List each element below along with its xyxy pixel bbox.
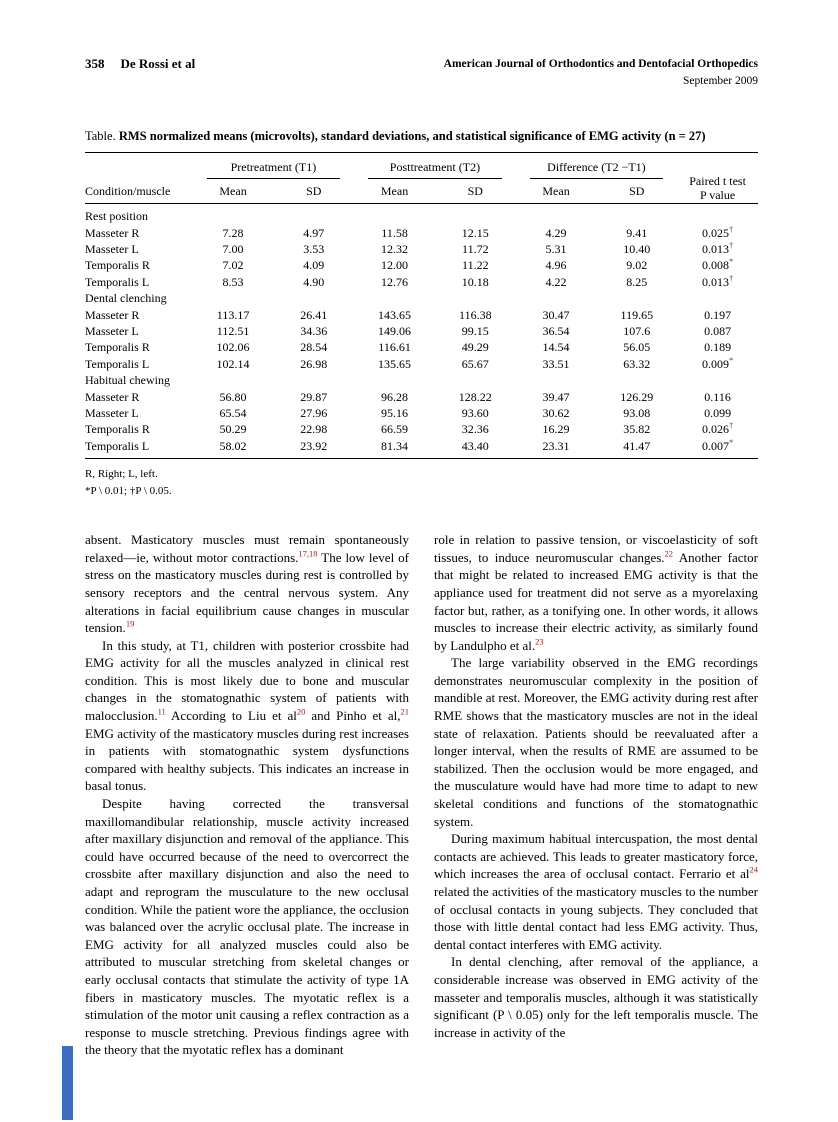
col-header-mean-t2: Mean xyxy=(354,180,435,204)
table-caption xyxy=(85,129,758,144)
value-cell: 93.08 xyxy=(623,405,651,420)
value-cell: 65.54 xyxy=(219,405,247,420)
value-cell: 128.22 xyxy=(458,389,492,404)
value-cell: 4.09 xyxy=(303,258,325,273)
reference-link[interactable]: 22 xyxy=(664,548,674,559)
p-value-cell: 0.025† xyxy=(701,223,734,240)
table-row xyxy=(85,241,758,257)
col-header-mean-diff: Mean xyxy=(516,180,597,204)
table-row xyxy=(85,257,758,273)
value-cell: 116.61 xyxy=(378,340,411,355)
paragraph: During maximum habitual intercuspation, the most dental contacts are achieved. This leads to greater masticatory force, which increases the area of occlusal contact. Ferrario et al$^{24}$ related the activities of the masticatory muscles to the number of occlusal contacts in young subjects. They concluded that those with little dental contact had less EMG activity. Thus, dental contact interferes with EMG activity. xyxy=(434,831,758,952)
p-value-cell: 0.116 xyxy=(704,389,731,404)
table-group-label: Habitual chewing xyxy=(85,373,170,388)
value-cell: 81.34 xyxy=(381,438,409,453)
value-cell: 11.58 xyxy=(381,225,408,240)
value-cell: 58.02 xyxy=(219,438,247,453)
value-cell: 41.47 xyxy=(623,438,651,453)
empty-corner-cell xyxy=(85,153,193,180)
table-group-label: Rest position xyxy=(85,209,149,224)
paired-t-test-line1: Paired t test xyxy=(689,173,746,188)
table-row xyxy=(85,356,758,372)
value-cell: 56.05 xyxy=(623,340,651,355)
p-value-cell: 0.189 xyxy=(704,340,732,355)
value-cell: 107.6 xyxy=(623,324,651,339)
muscle-name-cell: Temporalis R xyxy=(85,340,150,355)
col-header-paired-t-test xyxy=(677,153,758,205)
value-cell: 4.22 xyxy=(545,274,567,289)
value-cell: 9.41 xyxy=(626,225,648,240)
emg-data-table xyxy=(85,152,758,460)
footnote-marker[interactable]: † xyxy=(728,240,734,251)
article-body xyxy=(85,531,758,1059)
value-cell: 30.47 xyxy=(542,307,570,322)
value-cell: 116.38 xyxy=(459,307,492,322)
value-cell: 93.60 xyxy=(461,405,489,420)
value-cell: 4.97 xyxy=(303,225,325,240)
col-header-condition-muscle: Condition/muscle xyxy=(85,180,193,204)
running-head-left xyxy=(85,56,195,72)
value-cell: 56.80 xyxy=(219,389,247,404)
paragraph: Despite having corrected the transversal maxillomandibular relationship, muscle activity increased after maxillary disjunction and removal of the appliance. This could have occurred because of the need to overcorrect the crossbite after maxillary disjunction and also the need to adapt and reprogram the musculature to the new occlusal condition. While the patient wore the appliance, the occlusion was balanced over the acrylic occlusal plate. The increase in EMG activity for all analyzed muscles could also be attributed to muscular stretching from skeletal changes or early occlusal contacts that stimulate the activity of type 1A fibers in masticatory muscles. The myotatic reflex is a stimulation of the motor unit causing a reflex contraction as a response to muscle stretching. Previous findings agree with the theory that the myotatic reflex has a dominant xyxy=(85,796,409,1058)
col-group-posttreatment: Posttreatment (T2) xyxy=(354,153,516,180)
p-value-cell: 0.087 xyxy=(704,324,732,339)
value-cell: 112.51 xyxy=(216,324,250,339)
value-cell: 34.36 xyxy=(300,324,328,339)
value-cell: 8.53 xyxy=(222,274,244,289)
paragraph: absent. Masticatory muscles must remain spontaneously relaxed—ie, without motor contractions.$^{17,18}$ The low level of stress on the masticatory muscles during rest is controlled by sensory receptors and the central nervous system. Any alterations in facial equilibrium cause changes in muscular tension.$^{19}$ xyxy=(85,532,409,636)
footnote-marker[interactable]: * xyxy=(728,436,734,447)
value-cell: 32.36 xyxy=(461,422,489,437)
col-header-sd-t1: SD xyxy=(273,180,354,204)
table-row xyxy=(85,389,758,405)
value-cell: 7.28 xyxy=(222,225,244,240)
muscle-name-cell: Temporalis L xyxy=(85,274,150,289)
table-group-row xyxy=(85,372,758,388)
value-cell: 66.59 xyxy=(381,422,409,437)
table-row xyxy=(85,323,758,339)
reference-link[interactable]: 24 xyxy=(749,865,758,876)
value-cell: 7.02 xyxy=(222,258,244,273)
paragraph: role in relation to passive tension, or viscoelasticity of soft tissues, to induce neuromuscular changes.$^{22}$ Another factor that might be related to increased EMG activity is that the appliance used for treatment did not serve as a myorelaxing factor but, rather, as a tonifying one. In other words, it allows muscles to increase their electric activity, as similarly found by Landulpho et al.$^{23}$ xyxy=(434,532,758,653)
col-group-pretreatment: Pretreatment (T1) xyxy=(193,153,355,180)
value-cell: 12.15 xyxy=(461,225,489,240)
value-cell: 35.82 xyxy=(623,422,651,437)
p-value-cell: 0.009* xyxy=(701,354,734,371)
value-cell: 23.31 xyxy=(542,438,570,453)
footnote-significance: *P \ 0.01; †P \ 0.05. xyxy=(85,484,172,497)
muscle-name-cell: Masseter R xyxy=(85,389,140,404)
muscle-name-cell: Masseter L xyxy=(85,405,139,420)
value-cell: 10.18 xyxy=(461,274,489,289)
footnote-marker[interactable]: † xyxy=(728,272,734,283)
value-cell: 12.76 xyxy=(381,274,409,289)
value-cell: 28.54 xyxy=(300,340,328,355)
value-cell: 39.47 xyxy=(542,389,570,404)
muscle-name-cell: Temporalis R xyxy=(85,258,150,273)
paragraph: In dental clenching, after removal of the appliance, a considerable increase was observed in EMG activity of the masseter and temporalis muscles, although it was statistically significant (P \ 0.05) only for the left temporalis muscle. The increase in activity of the xyxy=(434,954,758,1040)
reference-link[interactable]: 20 xyxy=(296,706,306,717)
paragraph: In this study, at T1, children with posterior crossbite had EMG activity for all the muscles analyzed in clinical rest condition. This is most likely due to bone and muscular changes in the stomatognathic system of patients with malocclusion.$^{11}$ According to Liu et al$^{20}$ and Pinho et al,$^{21}$ EMG activity of the masticatory muscles during rest increases in patients with stomatognathic system dysfunctions compared with healthy subjects. This indicates an increase in basal tonus. xyxy=(85,637,409,794)
reference-link[interactable]: 19 xyxy=(125,618,135,629)
footnote-abbreviations: R, Right; L, left. xyxy=(85,468,158,481)
table-group-row xyxy=(85,290,758,306)
value-cell: 29.87 xyxy=(300,389,328,404)
footnote-marker[interactable]: † xyxy=(728,223,734,234)
table-row xyxy=(85,421,758,437)
footnote-marker[interactable]: * xyxy=(728,354,734,365)
value-cell: 113.17 xyxy=(216,307,250,322)
value-cell: 26.98 xyxy=(300,356,328,371)
p-value-cell: 0.197 xyxy=(704,307,732,322)
value-cell: 7.00 xyxy=(222,242,244,257)
muscle-name-cell: Masseter R xyxy=(85,225,140,240)
value-cell: 27.96 xyxy=(300,405,328,420)
table-group-label: Dental clenching xyxy=(85,291,167,306)
journal-title: American Journal of Orthodontics and Dentofacial Orthopedics xyxy=(443,58,758,70)
table-group-header-row xyxy=(85,153,758,180)
p-value-cell: 0.013† xyxy=(701,240,734,257)
table-body xyxy=(85,204,758,458)
value-cell: 8.25 xyxy=(626,274,648,289)
table-row xyxy=(85,405,758,421)
table-subheader-row xyxy=(85,180,758,204)
table-row xyxy=(85,307,758,323)
value-cell: 14.54 xyxy=(542,340,570,355)
value-cell: 16.29 xyxy=(542,422,570,437)
blue-margin-marker xyxy=(62,1046,73,1120)
value-cell: 33.51 xyxy=(542,356,570,371)
muscle-name-cell: Masseter L xyxy=(85,242,139,257)
value-cell: 10.40 xyxy=(623,242,651,257)
value-cell: 43.40 xyxy=(461,438,489,453)
value-cell: 119.65 xyxy=(620,307,654,322)
footnote-marker[interactable]: * xyxy=(728,256,734,267)
muscle-name-cell: Masseter L xyxy=(85,324,139,339)
muscle-name-cell: Masseter R xyxy=(85,307,140,322)
value-cell: 126.29 xyxy=(620,389,654,404)
value-cell: 30.62 xyxy=(542,405,570,420)
value-cell: 102.14 xyxy=(216,356,250,371)
value-cell: 49.29 xyxy=(461,340,489,355)
reference-link[interactable]: 17,18 xyxy=(298,548,318,559)
col-header-mean-t1: Mean xyxy=(193,180,274,204)
page-number: 358 xyxy=(85,56,105,71)
value-cell: 4.29 xyxy=(545,225,567,240)
value-cell: 4.96 xyxy=(545,258,567,273)
table-row xyxy=(85,225,758,241)
muscle-name-cell: Temporalis R xyxy=(85,422,150,437)
p-value-cell: 0.013† xyxy=(701,272,734,289)
reference-link[interactable]: 11 xyxy=(157,706,166,717)
footnote-marker[interactable]: † xyxy=(728,420,734,431)
value-cell: 50.29 xyxy=(219,422,247,437)
table-group-row xyxy=(85,204,758,224)
body-column-right xyxy=(434,531,758,1059)
value-cell: 135.65 xyxy=(378,356,412,371)
value-cell: 12.00 xyxy=(381,258,409,273)
value-cell: 149.06 xyxy=(378,324,412,339)
body-column-left xyxy=(85,531,409,1059)
col-header-sd-diff: SD xyxy=(596,180,677,204)
value-cell: 95.16 xyxy=(381,405,409,420)
p-value-cell: 0.007* xyxy=(701,436,734,453)
value-cell: 143.65 xyxy=(378,307,412,322)
issue-date: September 2009 xyxy=(682,75,758,88)
p-value-cell: 0.099 xyxy=(704,405,732,420)
value-cell: 96.28 xyxy=(381,389,409,404)
table-row xyxy=(85,438,758,458)
running-head xyxy=(85,56,758,91)
muscle-name-cell: Temporalis L xyxy=(85,356,150,371)
value-cell: 65.67 xyxy=(461,356,489,371)
col-header-sd-t2: SD xyxy=(435,180,516,204)
paired-t-test-line2: P value xyxy=(699,187,736,202)
table-row xyxy=(85,339,758,355)
table-footnotes xyxy=(85,466,758,499)
table-caption-label: Table. xyxy=(85,128,116,143)
value-cell: 26.41 xyxy=(300,307,328,322)
value-cell: 102.06 xyxy=(216,340,250,355)
table-row xyxy=(85,274,758,290)
reference-link[interactable]: 23 xyxy=(535,636,544,647)
value-cell: 11.72 xyxy=(462,242,489,257)
value-cell: 11.22 xyxy=(462,258,489,273)
value-cell: 63.32 xyxy=(623,356,651,371)
p-value-cell: 0.008* xyxy=(701,256,734,273)
muscle-name-cell: Temporalis L xyxy=(85,438,150,453)
value-cell: 4.90 xyxy=(303,274,325,289)
value-cell: 3.53 xyxy=(303,242,325,257)
value-cell: 9.02 xyxy=(626,258,648,273)
running-head-right xyxy=(444,56,758,91)
value-cell: 12.32 xyxy=(381,242,409,257)
value-cell: 22.98 xyxy=(300,422,328,437)
table-caption-text: RMS normalized means (microvolts), standard deviations, and statistical significance of EMG activity (n = 27) xyxy=(118,128,706,143)
value-cell: 23.92 xyxy=(300,438,328,453)
value-cell: 36.54 xyxy=(542,324,570,339)
col-group-difference: Difference (T2 −T1) xyxy=(516,153,678,180)
reference-link[interactable]: 21 xyxy=(400,706,409,717)
value-cell: 99.15 xyxy=(461,324,489,339)
value-cell: 5.31 xyxy=(545,242,567,257)
p-value-cell: 0.026† xyxy=(701,420,734,437)
paragraph: The large variability observed in the EMG recordings demonstrates neuromuscular complexity in the position of mandible at rest. Moreover, the EMG activity during rest after RME shows that the masticatory muscles are not in the ideal state of relaxation. Patients should be reevaluated after a longer interval, when the results of RME are assumed to be stabilized. Then the occlusion would be more engaged, and the musculature would have had more time to adapt to new skeletal conditions and functions of the stomatognathic system. xyxy=(434,655,758,829)
running-authors: De Rossi et al xyxy=(120,56,196,71)
